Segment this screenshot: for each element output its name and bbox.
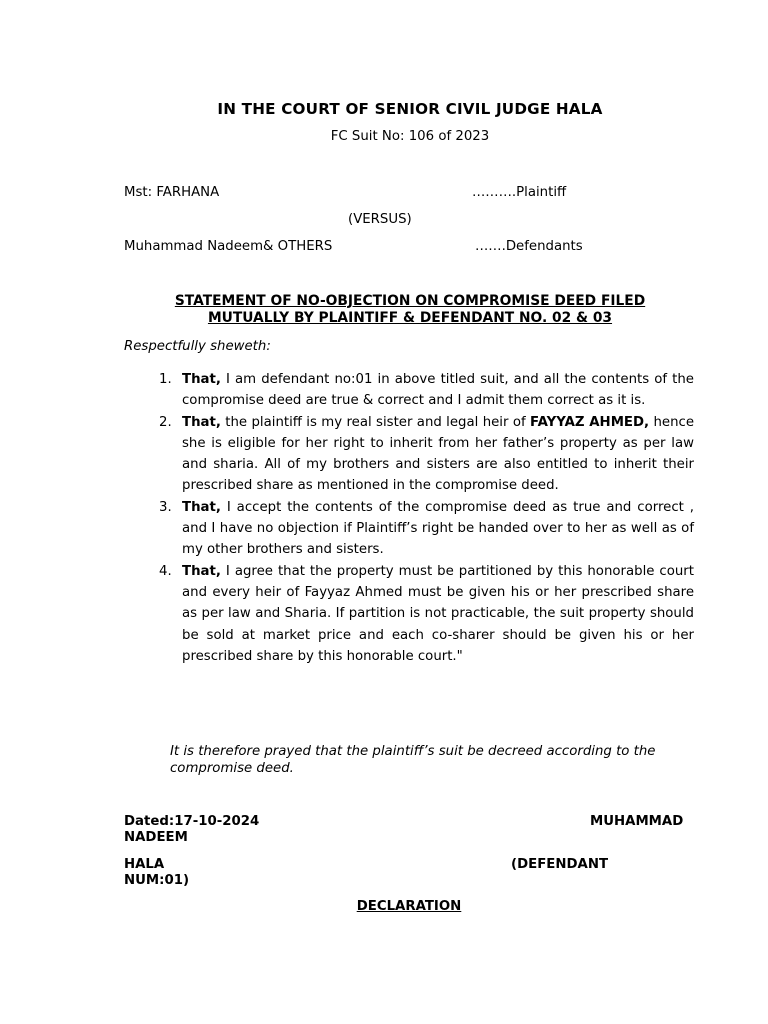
signatory-name-line2: NADEEM xyxy=(124,830,188,845)
plaintiff-name: Mst: FARHANA xyxy=(124,185,220,200)
list-item xyxy=(124,412,694,497)
list-item-text: I am defendant no:01 in above titled suit, and all the contents of the compromise deed are true & correct and I admit them correct as it is. xyxy=(182,372,694,409)
defendant-role: …….Defendants xyxy=(475,239,583,254)
list-item-text: hence she is eligible for her right to inherit from her father’s property as per law and sharia. All of my brothers and sisters are also entitled to inherit their prescribed share as mentioned in the compromise deed. xyxy=(182,414,694,494)
prayer-text: It is therefore prayed that the plaintiff’s suit be decreed according to the compromise deed. xyxy=(170,744,656,776)
respectfully-sheweth: Respectfully sheweth: xyxy=(124,339,271,354)
versus-label: (VERSUS) xyxy=(348,212,412,227)
court-title: IN THE COURT OF SENIOR CIVIL JUDGE HALA xyxy=(217,100,603,118)
list-item-lead: That, xyxy=(182,372,221,387)
declaration-heading: DECLARATION xyxy=(356,899,462,914)
plaintiff-role: ……….Plaintiff xyxy=(472,185,567,200)
list-item-number: 3. xyxy=(159,499,172,515)
list-item-text: the plaintiff is my real sister and legal heir of xyxy=(220,414,531,430)
list-item-lead: That, xyxy=(182,563,221,579)
heir-name: FAYYAZ AHMED, xyxy=(530,414,650,430)
list-item-lead: That, xyxy=(182,414,221,430)
statement-heading xyxy=(124,293,696,327)
signatory-role-line2: NUM:01) xyxy=(124,873,190,888)
place-label: HALA xyxy=(124,857,165,872)
list-item-number: 1. xyxy=(159,372,172,387)
list-item xyxy=(124,561,694,667)
list-item-number: 2. xyxy=(159,414,172,430)
signatory-name-line1: MUHAMMAD xyxy=(590,814,684,829)
statement-heading-line1: STATEMENT OF NO-OBJECTION ON COMPROMISE DEED FILED xyxy=(174,293,646,309)
dated-label: Dated:17-10-2024 xyxy=(124,814,260,829)
suit-number: FC Suit No: 106 of 2023 xyxy=(330,129,490,144)
list-item-text: I accept the contents of the compromise deed as true and correct , and I have no objection if Plaintiff’s right be handed over to her as well as of my other brothers and sisters. xyxy=(182,499,694,558)
list-item xyxy=(124,497,694,561)
statement-heading-line2: MUTUALLY BY PLAINTIFF & DEFENDANT NO. 02 & 03 xyxy=(207,310,613,326)
list-item xyxy=(124,369,694,412)
statement-list xyxy=(124,369,694,667)
list-item-number: 4. xyxy=(159,563,172,579)
list-item-text: I agree that the property must be partitioned by this honorable court and every heir of Fayyaz Ahmed must be given his or her prescribed share as per law and Sharia. If partition is not practicable, the suit property should be sold at market price and each co-sharer should be given his or her prescribed share by this honorable court." xyxy=(182,563,694,664)
signatory-role-line1: (DEFENDANT xyxy=(511,857,609,872)
defendant-name: Muhammad Nadeem& OTHERS xyxy=(124,239,333,254)
list-item-lead: That, xyxy=(182,499,221,515)
